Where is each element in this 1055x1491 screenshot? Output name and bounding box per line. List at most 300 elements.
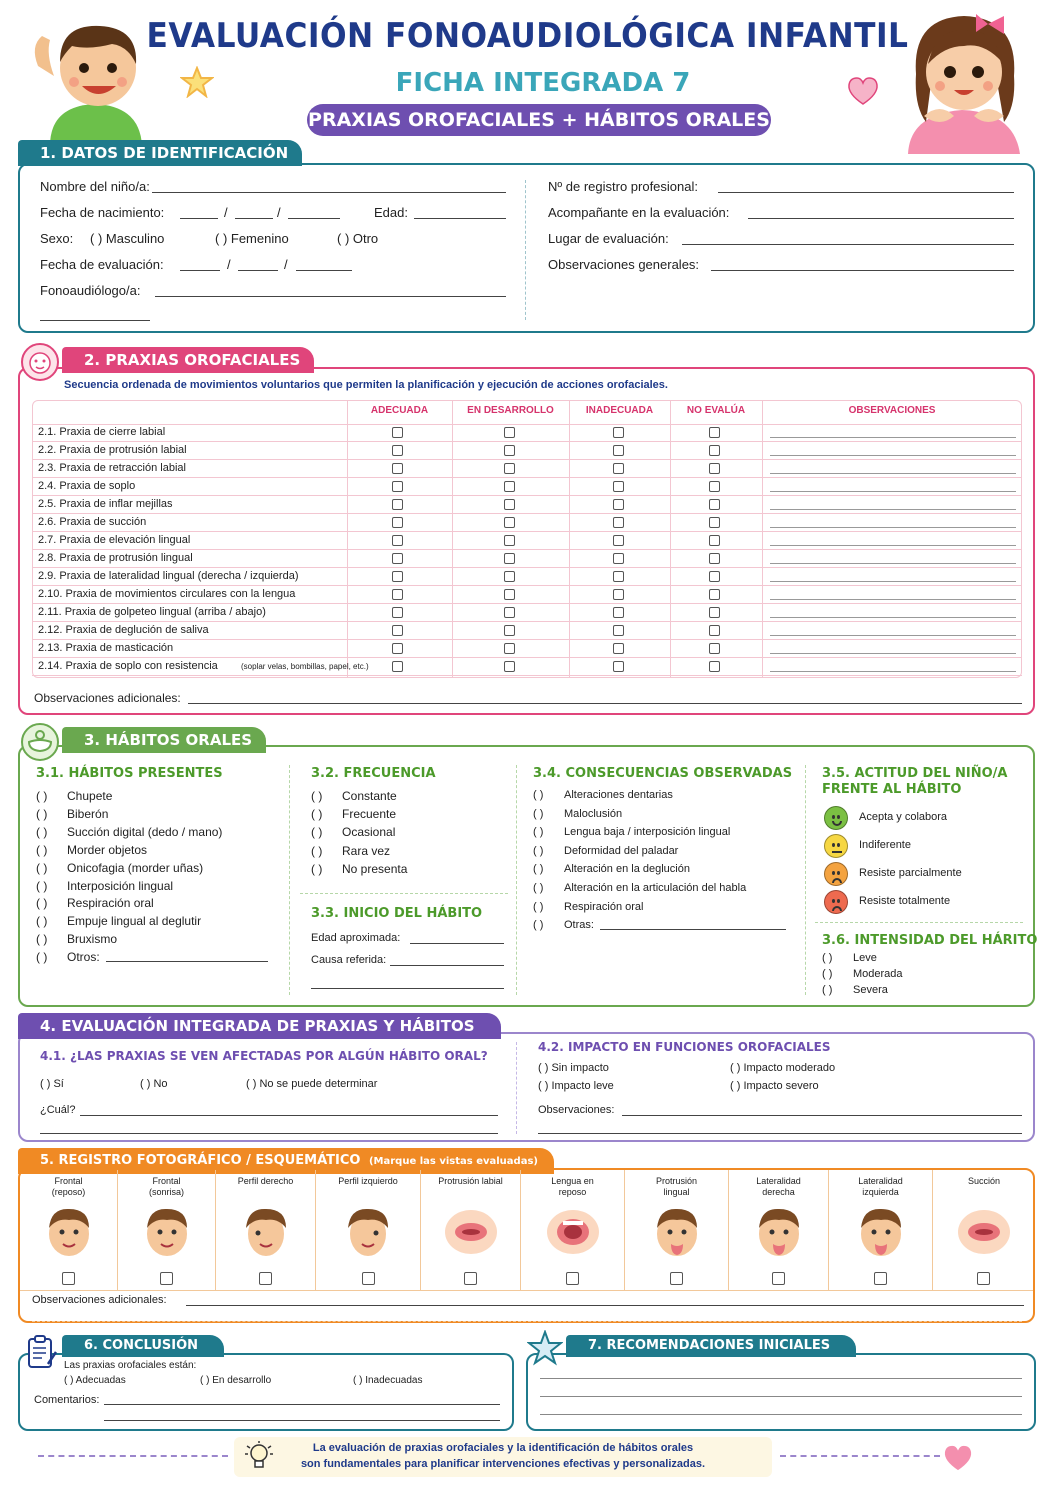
section-1-divider: [525, 180, 526, 320]
date-slash: /: [284, 257, 288, 272]
praxia-checkbox[interactable]: [709, 499, 720, 510]
actitud-label: Indiferente: [859, 839, 911, 851]
option-label: Morder objetos: [67, 842, 148, 857]
photo-view-checkbox[interactable]: [62, 1272, 75, 1285]
impacto-obs-field-2[interactable]: [538, 1133, 1022, 1134]
photo-row-rule: [20, 1290, 1033, 1291]
registro-field[interactable]: [718, 192, 1014, 193]
frown-face-icon[interactable]: [824, 890, 848, 914]
caption-line: (reposo): [51, 1187, 86, 1197]
option-checkbox[interactable]: ( ): [533, 844, 544, 857]
nombre-label: Nombre del niño/a:: [40, 179, 150, 194]
praxias-description: Secuencia ordenada de movimientos voluntarios que permiten la planificación y ejecución de acciones orofaciales.: [64, 379, 668, 391]
fecha-eval-month-field[interactable]: [238, 270, 278, 271]
causa-field-2[interactable]: [311, 988, 504, 989]
photo-view: [216, 1170, 316, 1290]
section-3-tab: 3. HÁBITOS ORALES: [62, 727, 266, 753]
sexo-masculino-option[interactable]: ( ) Masculino: [90, 231, 165, 246]
option-checkbox[interactable]: ( ): [311, 843, 323, 858]
option-label: Respiración oral: [67, 896, 154, 911]
photo-view-caption: [20, 1176, 117, 1198]
praxia-label: 2.13. Praxia de masticación: [38, 642, 174, 654]
caption-line: Frontal: [54, 1176, 83, 1186]
option-label: No presenta: [342, 861, 408, 876]
option-label: Alteración en la articulación del habla: [564, 882, 747, 894]
actitud-label: Acepta y colabora: [859, 811, 948, 823]
praxia-checkbox[interactable]: [392, 571, 403, 582]
praxia-checkbox[interactable]: [392, 643, 403, 654]
praxia-checkbox[interactable]: [392, 607, 403, 618]
observaciones-generales-label: Observaciones generales:: [548, 257, 700, 272]
praxia-checkbox[interactable]: [613, 499, 624, 510]
acompanante-field[interactable]: [748, 218, 1014, 219]
table-row: [32, 604, 1022, 622]
praxia-label: 2.4. Praxia de soplo: [38, 480, 136, 492]
intensidad-heading: 3.6. INTENSIDAD DEL HÁRITO: [822, 933, 1038, 948]
praxia-obs-field[interactable]: [770, 563, 1016, 564]
praxia-checkbox[interactable]: [504, 643, 515, 654]
praxia-checkbox[interactable]: [504, 427, 515, 438]
caption-line: Perfil derecho: [237, 1176, 294, 1186]
conclusion-en-desarrollo-option[interactable]: ( ) En desarrollo: [200, 1375, 272, 1386]
section-4-tab: 4. EVALUACIÓN INTEGRADA DE PRAXIAS Y HÁBITOS: [18, 1013, 501, 1039]
conclusion-adecuadas-option[interactable]: ( ) Adecuadas: [64, 1375, 126, 1386]
option-checkbox[interactable]: ( ): [36, 896, 48, 911]
praxia-checkbox[interactable]: [613, 625, 624, 636]
page-subtitle: FICHA INTEGRADA 7: [395, 68, 691, 98]
clipboard-icon: [26, 1334, 58, 1370]
option-label: Otros:: [67, 950, 100, 965]
sexo-otro-option[interactable]: ( ) Otro: [337, 231, 379, 246]
registro-label: Nº de registro profesional:: [548, 179, 698, 194]
col-observaciones: OBSERVACIONES: [848, 405, 936, 416]
praxia-checkbox[interactable]: [613, 535, 624, 546]
child-face-illustration: [751, 1204, 807, 1260]
praxia-checkbox[interactable]: [613, 643, 624, 654]
edad-field[interactable]: [414, 218, 506, 219]
option-label: Alteración en la deglución: [564, 863, 690, 876]
option-label: Onicofagia (morder uñas): [67, 860, 204, 875]
date-slash: /: [227, 257, 231, 272]
impacto-severo-option[interactable]: ( ) Impacto severo: [730, 1080, 819, 1092]
praxia-checkbox[interactable]: [392, 517, 403, 528]
photo-view-caption: [216, 1176, 315, 1187]
impacto-moderado-option[interactable]: ( ) Impacto moderado: [730, 1062, 836, 1074]
option-checkbox[interactable]: ( ): [311, 861, 323, 876]
photo-view-checkbox[interactable]: [464, 1272, 477, 1285]
option-checkbox[interactable]: ( ): [822, 952, 833, 964]
option-label: Constante: [342, 789, 397, 803]
praxia-checkbox[interactable]: [709, 661, 720, 672]
pacifier-icon: [20, 722, 60, 762]
child-face-illustration: [139, 1204, 195, 1260]
option-checkbox[interactable]: ( ): [36, 789, 48, 803]
actitud-label: Resiste totalmente: [859, 895, 951, 907]
photo-view-checkbox[interactable]: [566, 1272, 579, 1285]
section-7-tab: 7. RECOMENDACIONES INICIALES: [566, 1335, 856, 1357]
praxia-checkbox[interactable]: [709, 625, 720, 636]
option-checkbox[interactable]: ( ): [533, 807, 544, 820]
praxia-checkbox[interactable]: [504, 481, 515, 492]
praxia-obs-field[interactable]: [770, 653, 1016, 654]
praxia-checkbox[interactable]: [392, 445, 403, 456]
recomendaciones-field[interactable]: [540, 1378, 1022, 1379]
consecuencias-heading: 3.4. CONSECUENCIAS OBSERVADAS: [533, 766, 793, 781]
option-label: Leve: [853, 952, 877, 964]
conclusion-inadecuadas-option[interactable]: ( ) Inadecuadas: [353, 1375, 423, 1386]
otros-habitos-field[interactable]: [106, 961, 268, 962]
table-row: [32, 514, 1022, 532]
photo-obs-field[interactable]: [186, 1305, 1024, 1306]
unhappy-face-icon[interactable]: [824, 862, 848, 886]
smiley-face-icon[interactable]: [824, 806, 848, 830]
caption-line: Lengua en: [551, 1176, 594, 1186]
section-5-note: (Marque las vistas evaluadas): [368, 1156, 538, 1167]
recomendaciones-field-2[interactable]: [540, 1396, 1022, 1397]
face-mouth: [832, 878, 842, 883]
praxia-checkbox[interactable]: [392, 499, 403, 510]
section-6-tab: 6. CONCLUSIÓN: [62, 1335, 224, 1357]
option-label: Otras:: [564, 919, 594, 932]
praxia-checkbox[interactable]: [709, 607, 720, 618]
lugar-field[interactable]: [682, 244, 1014, 245]
praxia-checkbox[interactable]: [613, 463, 624, 474]
praxia-checkbox[interactable]: [392, 427, 403, 438]
fecha-nac-month-field[interactable]: [235, 218, 273, 219]
habitos-presentes-heading: 3.1. HÁBITOS PRESENTES: [36, 766, 223, 781]
edad-aprox-label: Edad aproximada:: [311, 932, 401, 944]
habitos-divider: [516, 765, 517, 995]
impacto-leve-option[interactable]: ( ) Impacto leve: [538, 1080, 614, 1092]
section-4-divider: [516, 1042, 517, 1134]
praxia-checkbox[interactable]: [613, 571, 624, 582]
praxia-checkbox[interactable]: [613, 589, 624, 600]
footer-note-line-1: La evaluación de praxias orofaciales y la identificación de hábitos orales: [312, 1442, 694, 1454]
causa-field[interactable]: [390, 965, 504, 966]
photo-view-checkbox[interactable]: [874, 1272, 887, 1285]
option-checkbox[interactable]: ( ): [533, 826, 544, 839]
table-row: [32, 586, 1022, 604]
praxia-obs-field[interactable]: [770, 545, 1016, 546]
footer-dashed-line-right: [780, 1455, 940, 1457]
option-checkbox[interactable]: ( ): [533, 919, 544, 932]
praxias-afectadas-heading: 4.1. ¿LAS PRAXIAS SE VEN AFECTADAS POR ALGÚN HÁBITO ORAL?: [40, 1049, 488, 1063]
praxia-checkbox[interactable]: [709, 427, 720, 438]
praxia-label: 2.1. Praxia de cierre labial: [38, 426, 166, 438]
causa-label: Causa referida:: [311, 954, 387, 966]
praxia-checkbox[interactable]: [392, 625, 403, 636]
mouth-illustration: [956, 1204, 1012, 1260]
photo-view-caption: [316, 1176, 420, 1187]
praxia-checkbox[interactable]: [504, 553, 515, 564]
section-recomendaciones: [526, 1353, 1036, 1431]
afectadas-nsd-option[interactable]: ( ) No se puede determinar: [246, 1078, 378, 1090]
praxia-obs-field[interactable]: [770, 599, 1016, 600]
caption-line: Frontal: [152, 1176, 181, 1186]
impacto-heading: 4.2. IMPACTO EN FUNCIONES OROFACIALES: [538, 1040, 831, 1054]
edad-label: Edad:: [374, 205, 408, 220]
option-label: Frecuente: [342, 807, 397, 822]
photo-view: [829, 1170, 933, 1290]
photo-view-checkbox[interactable]: [772, 1272, 785, 1285]
photo-view: [421, 1170, 521, 1290]
conclusion-estan-label: Las praxias orofaciales están:: [64, 1360, 197, 1371]
option-checkbox[interactable]: ( ): [36, 842, 48, 857]
praxia-label: 2.5. Praxia de inflar mejillas: [38, 498, 173, 510]
praxia-checkbox[interactable]: [613, 481, 624, 492]
face-mouth: [832, 821, 842, 826]
option-label: Ocasional: [342, 825, 396, 840]
table-row: [32, 460, 1022, 478]
option-checkbox[interactable]: ( ): [533, 789, 544, 801]
habitos-h-divider: [300, 893, 508, 894]
fecha-eval-year-field[interactable]: [296, 270, 352, 271]
section-1-tab: 1. DATOS DE IDENTIFICACIÓN: [18, 140, 302, 166]
praxia-label: 2.12. Praxia de deglución de saliva: [38, 624, 209, 636]
star-icon: [527, 1330, 563, 1366]
option-checkbox[interactable]: ( ): [36, 950, 48, 965]
praxia-checkbox[interactable]: [709, 571, 720, 582]
praxia-checkbox[interactable]: [709, 445, 720, 456]
actitud-label: Resiste parcialmente: [859, 867, 962, 879]
fecha-nac-year-field[interactable]: [288, 218, 340, 219]
praxia-checkbox[interactable]: [392, 535, 403, 546]
praxia-obs-field[interactable]: [770, 635, 1016, 636]
caption-line: izquierda: [862, 1187, 899, 1197]
table-row: [32, 532, 1022, 550]
photo-view-caption: [421, 1176, 520, 1187]
photo-view-checkbox[interactable]: [259, 1272, 272, 1285]
praxia-checkbox[interactable]: [504, 535, 515, 546]
praxia-obs-field[interactable]: [770, 671, 1016, 672]
photo-view: [20, 1170, 118, 1290]
caption-line: (sonrisa): [148, 1187, 184, 1197]
option-checkbox[interactable]: ( ): [533, 863, 544, 876]
habitos-divider: [289, 765, 290, 995]
caption-line: Protrusión: [655, 1176, 698, 1186]
afectadas-no-option[interactable]: ( ) No: [140, 1078, 168, 1090]
photo-view-caption: [521, 1176, 624, 1198]
child-face-illustration: [41, 1204, 97, 1260]
praxia-checkbox[interactable]: [613, 607, 624, 618]
praxia-checkbox[interactable]: [504, 517, 515, 528]
option-checkbox[interactable]: ( ): [36, 914, 48, 929]
praxia-checkbox[interactable]: [709, 463, 720, 474]
praxia-obs-field[interactable]: [770, 617, 1016, 618]
nombre-field[interactable]: [152, 192, 506, 193]
praxia-checkbox[interactable]: [709, 553, 720, 564]
photo-dashed-rule: [32, 1321, 1022, 1322]
praxia-checkbox[interactable]: [504, 463, 515, 474]
praxia-label: 2.6. Praxia de succión: [38, 516, 147, 528]
praxia-label: 2.8. Praxia de protrusión lingual: [38, 552, 193, 564]
option-checkbox[interactable]: ( ): [311, 789, 323, 803]
table-row: [32, 568, 1022, 586]
photo-view: [521, 1170, 625, 1290]
praxia-obs-field[interactable]: [770, 455, 1016, 456]
photo-view-caption: [118, 1176, 215, 1198]
praxia-checkbox[interactable]: [613, 553, 624, 564]
impacto-obs-field[interactable]: [622, 1115, 1022, 1116]
option-label: Empuje lingual al deglutir: [67, 914, 202, 929]
praxia-checkbox[interactable]: [392, 481, 403, 492]
fonoaudiologo-field-2[interactable]: [40, 320, 150, 321]
praxia-checkbox[interactable]: [709, 535, 720, 546]
col-en-desarrollo: EN DESARROLLO: [467, 405, 554, 416]
actitud-heading-1: 3.5. ACTITUD DEL NIÑO/A: [822, 766, 1008, 781]
praxia-obs-field[interactable]: [770, 437, 1016, 438]
praxia-checkbox[interactable]: [709, 643, 720, 654]
topic-pill: PRAXIAS OROFACIALES + HÁBITOS ORALES: [307, 104, 771, 136]
praxia-checkbox[interactable]: [613, 517, 624, 528]
option-checkbox[interactable]: ( ): [822, 984, 833, 996]
mouth-illustration: [443, 1204, 499, 1260]
table-row: [32, 496, 1022, 514]
inicio-habito-heading: 3.3. INICIO DEL HÁBITO: [311, 906, 483, 921]
praxia-checkbox[interactable]: [392, 553, 403, 564]
mouth-illustration: [545, 1204, 601, 1260]
photo-view-caption: [829, 1176, 932, 1198]
option-label: Alteraciones dentarias: [564, 789, 673, 801]
option-checkbox[interactable]: ( ): [36, 860, 48, 875]
option-label: Rara vez: [342, 843, 391, 858]
praxia-checkbox[interactable]: [392, 661, 403, 672]
photo-view-checkbox[interactable]: [362, 1272, 375, 1285]
actitud-heading-2: FRENTE AL HÁBITO: [822, 782, 962, 797]
caption-line: Protrusión labial: [438, 1176, 503, 1186]
neutral-face-icon[interactable]: [824, 834, 848, 858]
option-checkbox[interactable]: ( ): [36, 932, 48, 947]
fecha-evaluacion-label: Fecha de evaluación:: [40, 257, 164, 272]
caption-line: Lateralidad: [756, 1176, 801, 1186]
sin-impacto-option[interactable]: ( ) Sin impacto: [538, 1062, 609, 1074]
fecha-nacimiento-label: Fecha de nacimiento:: [40, 205, 165, 220]
praxia-note: (soplar velas, bombillas, papel, etc.): [241, 662, 369, 671]
otras-consecuencias-field[interactable]: [600, 929, 786, 930]
sexo-femenino-option[interactable]: ( ) Femenino: [215, 231, 289, 246]
praxia-checkbox[interactable]: [504, 661, 515, 672]
afectadas-si-option[interactable]: ( ) Sí: [40, 1078, 64, 1090]
praxia-label: 2.7. Praxia de elevación lingual: [38, 534, 191, 546]
fecha-eval-day-field[interactable]: [180, 270, 220, 271]
praxia-checkbox[interactable]: [613, 427, 624, 438]
praxia-checkbox[interactable]: [392, 463, 403, 474]
photo-view-checkbox[interactable]: [160, 1272, 173, 1285]
praxia-checkbox[interactable]: [504, 571, 515, 582]
sexo-label: Sexo:: [40, 231, 74, 246]
photo-view-checkbox[interactable]: [977, 1272, 990, 1285]
praxia-checkbox[interactable]: [504, 589, 515, 600]
praxia-checkbox[interactable]: [709, 589, 720, 600]
praxia-checkbox[interactable]: [504, 445, 515, 456]
caption-line: Succión: [967, 1176, 1001, 1186]
praxia-checkbox[interactable]: [504, 499, 515, 510]
section-identificacion: [18, 163, 1035, 333]
photo-view-caption: [625, 1176, 728, 1198]
option-checkbox[interactable]: ( ): [311, 807, 323, 822]
recomendaciones-field-3[interactable]: [540, 1414, 1022, 1415]
footer-note-line-2: son fundamentales para planificar intervenciones efectivas y personalizadas.: [300, 1458, 706, 1470]
option-label: Respiración oral: [564, 900, 644, 913]
praxia-obs-field[interactable]: [770, 509, 1016, 510]
praxia-checkbox[interactable]: [709, 517, 720, 528]
comentarios-label: Comentarios:: [34, 1394, 100, 1406]
praxia-checkbox[interactable]: [709, 481, 720, 492]
praxia-obs-field[interactable]: [770, 473, 1016, 474]
option-checkbox[interactable]: ( ): [533, 900, 544, 913]
habitos-divider: [805, 765, 806, 995]
praxia-label: 2.14. Praxia de soplo con resistencia: [38, 660, 218, 672]
praxia-obs-field[interactable]: [770, 527, 1016, 528]
photo-obs-label: Observaciones adicionales:: [32, 1294, 167, 1306]
child-face-illustration: [340, 1204, 396, 1260]
photo-view: [118, 1170, 216, 1290]
comentarios-field[interactable]: [104, 1404, 500, 1405]
photo-view-caption: [933, 1176, 1035, 1187]
col-adecuada: ADECUADA: [370, 405, 429, 416]
photo-view: [729, 1170, 829, 1290]
observaciones-generales-field[interactable]: [711, 270, 1014, 271]
praxia-label: 2.10. Praxia de movimientos circulares con la lengua: [38, 588, 296, 600]
option-label: Chupete: [67, 789, 113, 803]
cual-label: ¿Cuál?: [40, 1104, 76, 1116]
table-row: [32, 658, 1022, 676]
col-no-evalua: NO EVALÚA: [686, 405, 746, 416]
section-2-tab: 2. PRAXIAS OROFACIALES: [62, 347, 314, 373]
praxia-obs-field[interactable]: [770, 491, 1016, 492]
table-row: [32, 478, 1022, 496]
praxia-obs-field[interactable]: [770, 581, 1016, 582]
praxia-label: 2.9. Praxia de lateralidad lingual (derecha / izquierda): [38, 570, 299, 582]
child-face-illustration: [649, 1204, 705, 1260]
face-mouth: [832, 851, 842, 853]
heart-icon: [942, 1444, 974, 1472]
option-checkbox[interactable]: ( ): [36, 878, 48, 893]
fecha-nac-day-field[interactable]: [180, 218, 218, 219]
option-checkbox[interactable]: ( ): [311, 825, 323, 840]
praxia-checkbox[interactable]: [392, 589, 403, 600]
caption-line: Perfil izquierdo: [338, 1176, 398, 1186]
cual-field[interactable]: [80, 1115, 498, 1116]
praxia-checkbox[interactable]: [613, 445, 624, 456]
praxia-checkbox[interactable]: [504, 607, 515, 618]
cual-field-2[interactable]: [40, 1133, 498, 1134]
fonoaudiologo-field[interactable]: [155, 296, 506, 297]
section-5-title: 5. REGISTRO FOTOGRÁFICO / ESQUEMÁTICO: [40, 1153, 361, 1168]
table-row: [32, 550, 1022, 568]
photo-view: [933, 1170, 1035, 1290]
page-title: EVALUACIÓN FONOAUDIOLÓGICA INFANTIL: [146, 16, 909, 56]
praxia-checkbox[interactable]: [504, 625, 515, 636]
option-label: Succión digital (dedo / mano): [67, 824, 223, 839]
praxias-obs-field[interactable]: [188, 703, 1022, 704]
praxias-obs-label: Observaciones adicionales:: [34, 691, 181, 705]
praxia-checkbox[interactable]: [613, 661, 624, 672]
option-checkbox[interactable]: ( ): [822, 968, 833, 980]
photo-view-checkbox[interactable]: [670, 1272, 683, 1285]
option-label: Maloclusión: [564, 807, 623, 820]
comentarios-field-2[interactable]: [104, 1420, 500, 1421]
option-checkbox[interactable]: ( ): [36, 824, 48, 839]
table-row: [32, 424, 1022, 442]
option-label: Lengua baja / interposición lingual: [564, 826, 731, 839]
table-row: [32, 640, 1022, 658]
praxia-label: 2.2. Praxia de protrusión labial: [38, 444, 187, 456]
edad-aprox-field[interactable]: [410, 943, 504, 944]
option-checkbox[interactable]: ( ): [533, 882, 544, 894]
option-checkbox[interactable]: ( ): [36, 806, 48, 821]
option-label: Bruxismo: [67, 932, 118, 947]
